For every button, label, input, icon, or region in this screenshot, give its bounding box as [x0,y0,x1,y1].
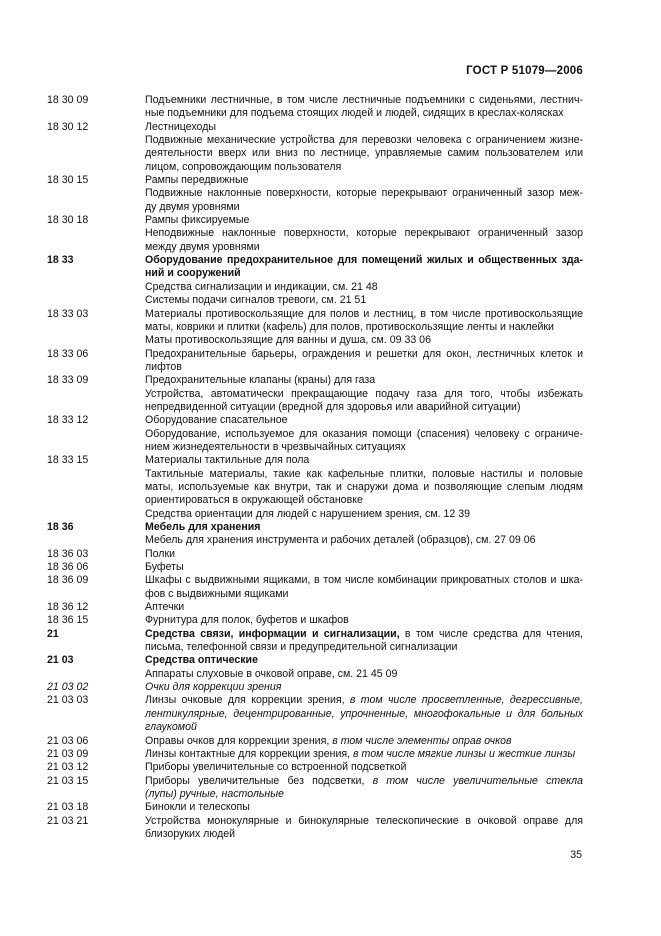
entry-text: письма, телефонной связи и предупредительной сигнализации [145,641,458,654]
classification-text [145,574,583,587]
classification-code: 18 30 15 [47,174,89,187]
classification-entry-line [47,161,583,174]
classification-code: 21 03 09 [47,747,89,760]
classification-code: 18 33 12 [47,414,89,427]
entry-text: в том числе средства для чтения, [399,627,583,640]
classification-entry-line [47,267,583,280]
entry-lead-text: Линзы контактные для коррекции зрения, [145,747,351,760]
entry-text: нием жизнедеятельности в чрезвычайных ситуациях [145,440,406,453]
classification-code: 18 36 12 [47,601,89,614]
classification-text [145,668,583,681]
entry-text: фов с выдвижными ящиками [145,587,289,600]
classification-code: 18 36 03 [47,547,89,560]
classification-text [145,681,583,694]
page-number: 35 [570,849,582,861]
classification-text [145,708,583,721]
classification-entry-line [47,428,583,441]
classification-entry-line [47,628,583,641]
classification-entry-line [47,654,583,667]
entry-text: ные подъемники для подъема стоящих людей и людей, сидящих в креслах-колясках [145,107,564,120]
classification-text [145,628,583,641]
classification-text [145,281,583,294]
classification-text [145,588,583,601]
entry-text: лифтов [145,360,182,373]
classification-entry-line [47,668,583,681]
classification-entry-line [47,614,583,627]
classification-code: 21 03 12 [47,761,89,774]
classification-entry-line [47,534,583,547]
classification-code: 18 36 [47,521,74,533]
classification-text [145,227,583,240]
classification-text [145,174,583,187]
classification-text [145,788,583,801]
classification-text [145,614,583,627]
classification-entry-line [47,815,583,828]
classification-entry-line [47,454,583,467]
classification-text [145,388,583,401]
classification-code: 18 36 15 [47,614,89,627]
classification-code: 21 03 21 [47,814,89,827]
classification-entry-line [47,681,583,694]
classification-entry-line [47,508,583,521]
entry-text: Материалы тактильные для пола [145,454,310,467]
classification-text [145,361,583,374]
classification-text [145,308,583,321]
classification-code: 18 33 09 [47,374,89,387]
classification-text [145,267,583,280]
entry-text: Неподвижные наклонные поверхности, которые перекрывают ограниченный зазор [145,227,583,240]
entry-text: Буфеты [145,561,184,574]
classification-entry-line [47,187,583,200]
classification-entry-line [47,334,583,347]
classification-entry-line [47,601,583,614]
classification-entry-line [47,641,583,654]
classification-text [145,548,583,561]
entry-text: Приборы увеличительные со встроенной подсветкой [145,761,407,774]
entry-text: Средства сигнализации и индикации, см. 21 48 [145,280,378,293]
classification-entry-line [47,374,583,387]
entry-text: Аппараты слуховые в очковой оправе, см. 21 45 09 [145,667,398,680]
classification-text [145,414,583,427]
classification-entry-line [47,721,583,734]
classification-entry-line [47,828,583,841]
classification-code: 18 33 15 [47,454,89,467]
classification-text [145,801,583,814]
classification-code: 21 03 [47,654,74,667]
entry-text: Подъемники лестничные, в том числе лестничные подъемники с сиденьями, лестнич- [145,94,583,106]
entry-text: Предохранительные клапаны (краны) для газа [145,374,376,387]
entry-text: Подвижные механические устройства для перевозки человека с ограничением жизне- [145,134,583,147]
classification-entry-line [47,121,583,134]
classification-text [145,147,583,160]
classification-entry-line [47,294,583,307]
entry-lead-text: Средства связи, информации и сигнализации, [145,627,400,640]
entry-text: в том числе увеличительные стекла [364,774,583,787]
classification-text [145,241,583,254]
classification-text [145,294,583,307]
classification-text [145,107,583,120]
entry-text: Бинокли и телескопы [145,801,250,814]
classification-text [145,201,583,214]
classification-code: 18 33 [47,254,74,267]
classification-entry-line [47,308,583,321]
classification-text [145,735,583,748]
classification-text [145,481,583,494]
entry-text: Подвижные наклонные поверхности, которые перекрывают ограниченный зазор меж- [145,187,583,200]
classification-text [145,321,583,334]
classification-code: 21 03 03 [47,694,89,707]
classification-entry-line [47,441,583,454]
entry-text: Предохранительные барьеры, ограждения и решетки для окон, лестничных клеток и [145,347,583,360]
entry-text: маты, коврики и плитки (кафель) для полов, противоскользящие ленты и наклейки [145,320,554,333]
classification-entry-line [47,775,583,788]
classification-text [145,254,583,267]
entry-text: в том числе элементы оправ очков [329,734,512,747]
entry-text: в том числе мягкие линзы и жесткие линзы [350,747,576,760]
entry-lead-text: Оправы очков для коррекции зрения, [145,734,330,747]
classification-text [145,494,583,507]
entry-text: Рампы передвижные [145,174,249,187]
classification-text [145,134,583,147]
classification-text [145,828,583,841]
entry-text: Фурнитура для полок, буфетов и шкафов [145,614,349,627]
classification-text [145,94,583,107]
classification-entry-line [47,254,583,267]
entry-text: ду двумя уровнями [145,200,240,213]
classification-code: 21 [47,627,59,640]
classification-entry-line [47,201,583,214]
classification-entry-line [47,548,583,561]
classification-entry-line [47,481,583,494]
classification-entry-line [47,388,583,401]
classification-entry-line [47,588,583,601]
entry-text: ний и сооружений [145,267,241,280]
entry-text: деятельности вверх или вниз по лестнице, управляемые самим пользователем или [145,147,583,160]
classification-entry-line [47,241,583,254]
entry-text: ориентироваться в окружающей обстановке [145,494,363,507]
classification-text [145,694,583,707]
classification-entry-line [47,494,583,507]
classification-text [145,601,583,614]
classification-code: 18 30 09 [47,94,89,106]
classification-text [145,428,583,441]
entry-text: глаукомой [145,721,197,734]
classification-list [47,94,583,841]
classification-entry-line [47,574,583,587]
classification-text [145,121,583,134]
entry-text: маты, используемые как внутри, так и снаружи дома и позволяющие слепым людям [145,480,583,493]
classification-text [145,654,583,667]
classification-text [145,161,583,174]
classification-entry-line [47,521,583,534]
classification-entry-line [47,708,583,721]
entry-text: в том числе просветленные, дегрессивные, [344,694,583,707]
classification-text [145,508,583,521]
classification-entry-line [47,227,583,240]
entry-text: Оборудование, используемое для оказания помощи (спасения) человеку с ограниче- [145,427,583,440]
classification-text [145,775,583,788]
entry-text: Очки для коррекции зрения [145,681,282,694]
classification-text [145,187,583,200]
classification-text [145,334,583,347]
document-header: ГОСТ Р 51079—2006 [466,65,583,77]
entry-text: (лупы) ручные, настольные [145,787,284,800]
entry-text: Аптечки [145,601,185,614]
entry-text: Полки [145,547,176,560]
classification-text [145,348,583,361]
entry-lead-text: Приборы увеличительные без подсветки, [145,774,365,787]
classification-entry-line [47,801,583,814]
classification-text [145,401,583,414]
classification-code: 18 36 06 [47,561,89,574]
entry-text: Средства оптические [145,654,258,667]
classification-text [145,561,583,574]
classification-code: 18 36 09 [47,574,89,587]
classification-entry-line [47,321,583,334]
classification-entry-line [47,107,583,120]
entry-text: Оборудование предохранительное для помещений жилых и общественных зда- [145,254,583,267]
entry-text: Устройства, автоматически прекращающие подачу газа для того, чтобы избежать [145,387,583,400]
classification-entry-line [47,735,583,748]
classification-code: 18 33 06 [47,347,89,360]
entry-text: непредвиденной ситуации (вредной для здоровья или аварийной ситуации) [145,400,521,413]
entry-text: Рампы фиксируемые [145,214,250,227]
entry-text: Тактильные материалы, такие как кафельные плитки, половые настилы и половые [145,467,583,480]
entry-text: лицом, сопровождающим пользователя [145,160,342,173]
classification-code: 18 33 03 [47,307,89,320]
entry-text: Устройства монокулярные и бинокулярные телескопические в очковой оправе для [145,814,583,827]
entry-text: Оборудование спасательное [145,414,288,427]
classification-text [145,641,583,654]
entry-text: Лестницеходы [145,120,217,133]
classification-entry-line [47,401,583,414]
classification-text [145,441,583,454]
classification-code: 21 03 02 [47,681,89,694]
classification-entry-line [47,561,583,574]
classification-code: 21 03 06 [47,734,89,747]
classification-text [145,721,583,734]
classification-entry-line [47,174,583,187]
entry-text: Средства ориентации для людей с нарушением зрения, см. 12 39 [145,507,470,520]
classification-text [145,454,583,467]
entry-text: близоруких людей [145,827,236,840]
classification-entry-line [47,468,583,481]
entry-lead-text: Линзы очковые для коррекции зрения, [145,694,345,707]
classification-entry-line [47,348,583,361]
classification-code: 18 30 18 [47,214,89,227]
classification-text [145,748,583,761]
entry-text: Шкафы с выдвижными ящиками, в том числе комбинации прикроватных столов и шка- [145,574,583,587]
classification-entry-line [47,788,583,801]
classification-entry-line [47,94,583,107]
classification-text [145,815,583,828]
entry-text: Материалы противоскользящие для полов и лестниц, в том числе противоскользящие [145,307,583,320]
classification-code: 18 30 12 [47,120,89,133]
classification-text [145,468,583,481]
classification-text [145,534,583,547]
entry-text: Системы подачи сигналов тревоги, см. 21 51 [145,294,367,307]
entry-text: лентикулярные, децентрированные, упрочненные, многофокальные и для больных [145,707,583,720]
classification-entry-line [47,361,583,374]
classification-text [145,374,583,387]
classification-code: 21 03 18 [47,801,89,814]
classification-entry-line [47,134,583,147]
classification-entry-line [47,281,583,294]
classification-code: 21 03 15 [47,774,89,787]
classification-entry-line [47,214,583,227]
entry-text: Маты противоскользящие для ванны и душа, см. 09 33 06 [145,334,431,347]
entry-text: Мебель для хранения инструмента и рабочих деталей (образцов), см. 27 09 06 [145,534,536,547]
classification-entry-line [47,761,583,774]
entry-text: между двумя уровнями [145,240,260,253]
classification-text [145,761,583,774]
entry-text: Мебель для хранения [145,521,261,533]
classification-entry-line [47,147,583,160]
classification-entry-line [47,414,583,427]
classification-text [145,521,583,534]
classification-text [145,214,583,227]
classification-entry-line [47,748,583,761]
classification-entry-line [47,694,583,707]
